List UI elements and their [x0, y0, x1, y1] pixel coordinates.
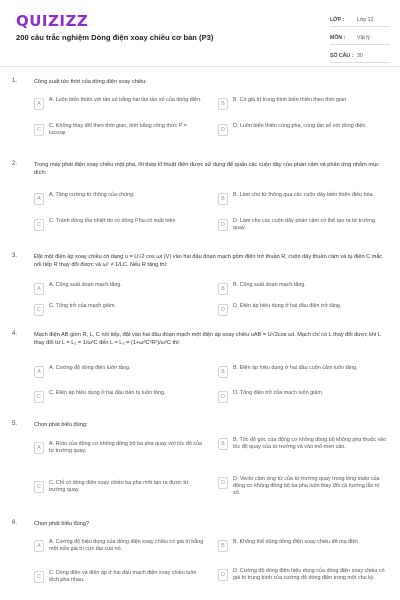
option-text: B. Có giá trị trung bình biến thiên theo thời gian	[233, 97, 347, 103]
option-text: C. Tránh dòng tỏa nhiệt do có dòng Phu-cô xuất hiện	[49, 218, 176, 224]
option-text: B. Điện áp hiệu dụng ở hai đầu cuộn cảm luôn tăng.	[233, 365, 358, 371]
option-letter: C	[34, 219, 44, 231]
option-letter: A	[34, 540, 44, 552]
option-text: B. Không thể dùng dòng điện xoay chiều để mạ điện.	[233, 539, 360, 545]
question-text: Công suất tức thời của dòng điện xoay chiều:	[34, 79, 147, 85]
option-a[interactable]	[34, 192, 204, 205]
option-letter: C	[34, 124, 44, 136]
option-letter: B	[218, 283, 228, 295]
option-text: A. Roto của động cơ không đồng bộ ba pha quay với tốc độ của từ trường quay.	[49, 441, 203, 455]
option-letter: A	[34, 98, 44, 110]
option-c[interactable]	[34, 480, 204, 494]
option-text: D. Điện áp hiệu dụng ở hai đầu điện trở tăng.	[233, 303, 342, 309]
meta-value: Vật lý	[357, 35, 370, 41]
meta-count	[330, 50, 390, 63]
option-letter: C	[34, 304, 44, 316]
option-d[interactable]	[218, 123, 388, 136]
option-letter: B	[218, 366, 228, 378]
option-letter: B	[218, 438, 228, 450]
option-letter: A	[34, 442, 44, 454]
option-d[interactable]	[218, 568, 388, 582]
question-number: 3.	[12, 253, 18, 259]
option-d[interactable]	[218, 218, 388, 232]
meta-value: Lớp 12	[357, 17, 374, 23]
option-text: C. Điện áp hiệu dụng ở hai đầu bản tụ luôn tăng.	[49, 390, 166, 396]
question-text: Đặt một điện áp xoay chiều có dạng u = U√2 cos ωt (V) vào hai đầu đoạn mạch gồm điện trở thuần R, cuộn dây thuần cảm và tụ điện C mắc nối tiếp R thay đổi được và ω² ≠ 1/LC. Nếu R tăng thì:	[34, 254, 383, 268]
question-text: Trong máy phát điện xoay chiều một pha, lõi thép kĩ thuật điện được sử dụng để quấn các cuộn dây của phần cảm và phần ứng nhằm mục đích:	[34, 162, 379, 176]
option-c[interactable]	[34, 570, 204, 584]
question-number: 5.	[12, 421, 18, 427]
option-b[interactable]	[218, 365, 388, 378]
option-a[interactable]	[34, 539, 204, 553]
option-text: D. Luôn biến thiên cùng pha, cùng tần số với dòng điện.	[233, 123, 367, 129]
option-text: C. Tổng trở của mạch giảm.	[49, 303, 116, 309]
option-c[interactable]	[34, 303, 204, 316]
option-letter: C	[34, 571, 44, 583]
option-text: B. Công suất đoạn mạch tăng.	[233, 282, 306, 288]
question-text: Chọn phát biểu đúng?	[34, 521, 90, 527]
option-letter: B	[218, 98, 228, 110]
option-b[interactable]	[218, 437, 388, 451]
option-letter: D	[218, 219, 228, 231]
question-text: Mạch điện AB gồm R, L, C nối tiếp, đặt vào hai đầu đoạn mạch một điện áp xoay chiều uAB = U√2cos ωt. Mạch chỉ có L thay đổi được khi L thay đổi từ L = L₁ = 1/ω²C đến L = L₂ = (1+ω²C²R²)/ω²C thì:	[34, 332, 381, 346]
option-text: A. Công suất đoạn mạch tăng.	[49, 282, 122, 288]
option-letter: D	[218, 391, 228, 403]
meta-subject	[330, 32, 390, 45]
option-letter: D	[218, 569, 228, 581]
option-text: D. Tổng điện trở của mạch luôn giảm.	[233, 390, 324, 396]
meta-value: 30	[357, 53, 363, 59]
header-divider	[0, 66, 400, 67]
meta-label: SỐ CÂU :	[330, 53, 354, 59]
option-c[interactable]	[34, 390, 204, 403]
option-c[interactable]	[34, 218, 204, 231]
question-number: 1.	[12, 78, 18, 84]
option-d[interactable]	[218, 303, 388, 316]
option-text: D. Vecto cảm ứng từ của từ trường quay trong lòng stato của động cơ không đồng bộ ba pha luôn thay đổi cả hướng lẫn trị số.	[233, 476, 380, 497]
option-text: B. Làm cho từ thông qua các cuộn dây biến thiên điều hòa	[233, 192, 373, 198]
question-number: 6.	[12, 520, 18, 526]
option-text: A. Cường độ hiệu dụng của dòng điện xoay chiều có giá trị bằng một nửa giá trị cực đại của nó.	[49, 539, 204, 553]
option-letter: D	[218, 477, 228, 489]
option-b[interactable]	[218, 192, 388, 205]
option-letter: B	[218, 540, 228, 552]
option-c[interactable]	[34, 123, 204, 137]
question-number: 4.	[12, 331, 18, 337]
option-letter: B	[218, 193, 228, 205]
option-b[interactable]	[218, 282, 388, 295]
option-text: A. Luôn biến thiên với tần số bằng hai lần tần số của dòng điện.	[49, 97, 202, 103]
option-letter: A	[34, 193, 44, 205]
option-b[interactable]	[218, 97, 388, 110]
question-text: Chọn phát biểu đúng:	[34, 422, 88, 428]
option-text: C. Không thay đổi theo thời gian, tính bằng công thức P = Iucosφ	[49, 123, 187, 137]
option-d[interactable]	[218, 390, 388, 403]
option-text: C. Chỉ có dòng điện xoay chiều ba pha mới tạo ra được từ trường quay.	[49, 480, 189, 494]
option-text: D. Làm cho các cuộn dây phần cảm có thể tạo ra từ trường quay.	[233, 218, 375, 232]
option-d[interactable]	[218, 476, 388, 498]
option-a[interactable]	[34, 282, 204, 295]
option-letter: D	[218, 304, 228, 316]
question-number: 2.	[12, 161, 18, 167]
meta-grade	[330, 14, 390, 27]
option-a[interactable]	[34, 441, 204, 455]
worksheet-title: 200 câu trắc nghiệm Dòng điện xoay chiều cơ bản (P3)	[16, 33, 214, 42]
option-text: A. Cường độ dòng điện luôn tăng.	[49, 365, 131, 371]
meta-label: MÔN :	[330, 35, 346, 41]
page-header	[0, 0, 400, 62]
option-a[interactable]	[34, 97, 204, 110]
option-letter: C	[34, 391, 44, 403]
option-letter: C	[34, 481, 44, 493]
meta-label: LỚP :	[330, 17, 345, 23]
option-text: C. Dòng điện và điện áp ở hai đầu mạch điện xoay chiều luôn lệch pha nhau.	[49, 570, 197, 584]
worksheet-meta	[330, 14, 390, 68]
option-letter: A	[34, 283, 44, 295]
option-text: A. Tăng cường từ thông của chúng.	[49, 192, 135, 198]
quizizz-logo: QUIZIZZ	[16, 12, 89, 30]
option-text: B. Tốc độ góc của động cơ không đồng bộ không phụ thuộc vào tốc độ quay của từ trường và vào mô-men cản.	[233, 437, 387, 451]
option-letter: D	[218, 124, 228, 136]
option-letter: A	[34, 366, 44, 378]
option-a[interactable]	[34, 365, 204, 378]
option-b[interactable]	[218, 539, 388, 552]
option-text: D. Cường độ dòng điện hiệu dụng của dòng điện xoay chiều có giá trị trung bình của cường độ dòng điện trong một chu kỳ.	[233, 568, 385, 582]
